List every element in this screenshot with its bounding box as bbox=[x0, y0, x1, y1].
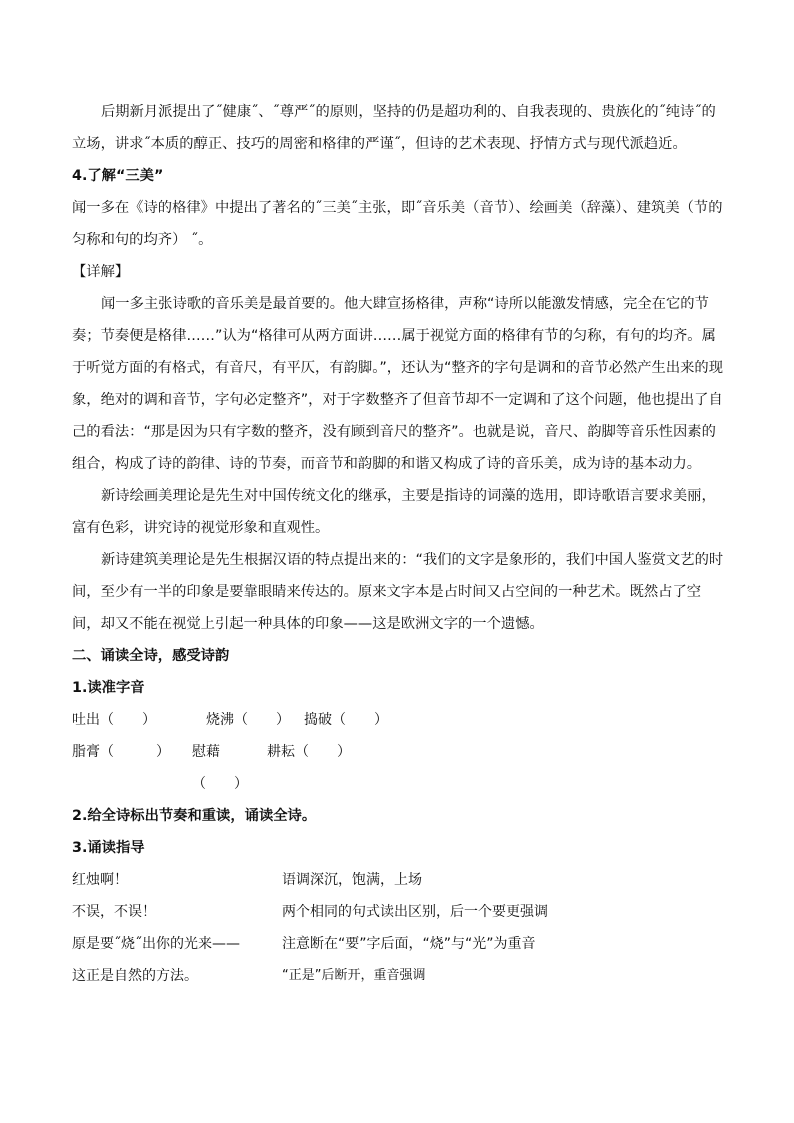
paragraph-architecture-beauty: 新诗建筑美理论是先生根据汉语的特点提出来的：“我们的文字是象形的，我们中国人鉴赏文艺的时间，至少有一半的印象是要靠眼睛来传达的。原来文字本是占时间又占空间的一种艺术。既然占了空间，却又不能在视觉上引起一种具体的印象——这是欧洲文字的一个遗憾。 bbox=[72, 552, 724, 632]
pronunciation-row-1 bbox=[72, 704, 728, 736]
section-title-recite: 二、诵读全诗，感受诗韵 bbox=[72, 648, 230, 664]
pronunciation-item: 吐出（ ） bbox=[72, 712, 156, 728]
subheading-pronunciation: 1.读准字音 bbox=[72, 680, 145, 696]
paragraph-painting-beauty: 新诗绘画美理论是先生对中国传统文化的继承，主要是指诗的词藻的选用，即诗歌语言要求美丽，富有色彩，讲究诗的视觉形象和直观性。 bbox=[72, 488, 716, 536]
subheading-rhythm: 2.给全诗标出节奏和重读，诵读全诗。 bbox=[72, 808, 317, 824]
paragraph-music-beauty: 闻一多主张诗歌的音乐美是最首要的。他大肆宣扬格律，声称“诗所以能激发情感，完全在它的节奏；节奏便是格律……”认为“格律可从两方面讲……属于视觉方面的格律有节的匀称，有句的均齐。属于听觉方面的有格式，有音尺，有平仄，有韵脚。”，还认为“整齐的字句是调和的音节必然产生出来的现象，绝对的调和音节，字句必定整齐”，对于字数整齐了但音节却不一定调和了这个问题，他也提出了自己的看法：“那是因为只有字数的整齐，没有顾到音尺的整齐”。也就是说，音尺、韵脚等音乐性因素的组合，构成了诗的韵律、诗的节奏，而音节和韵脚的和谐又构成了诗的音乐美，成为诗的基本动力。 bbox=[72, 296, 724, 472]
pronunciation-item: 脂膏（ ） bbox=[72, 744, 170, 760]
poem-line: 不误，不误！ bbox=[72, 904, 156, 920]
reading-tip: 注意断在“要”字后面，“烧”与“光”为重音 bbox=[282, 936, 536, 952]
detail-label: 【详解】 bbox=[72, 264, 130, 280]
reading-tip: “正是”后断开，重音强调 bbox=[282, 968, 426, 983]
guide-row bbox=[72, 960, 728, 992]
document-content bbox=[72, 96, 728, 992]
paragraph-three-beauties: 闻一多在《诗的格律》中提出了著名的˝三美˝主张，即˝音乐美（音节）、绘画美（辞藻）、建筑美（节的匀称和句的均齐） ˝。 bbox=[72, 200, 723, 248]
paragraph-new-moon-school: 后期新月派提出了˝健康˝、˝尊严˝的原则，坚持的仍是超功利的、自我表现的、贵族化的˝纯诗˝的立场，讲求˝本质的醇正、技巧的周密和格律的严谨˝，但诗的艺术表现、抒情方式与现代派趋近。 bbox=[72, 104, 716, 152]
subheading-guidance: 3.诵读指导 bbox=[72, 840, 145, 856]
pronunciation-row-2 bbox=[72, 736, 728, 800]
guide-row bbox=[72, 896, 728, 928]
pronunciation-item: 烧沸（ ） bbox=[206, 712, 290, 728]
reading-tip: 两个相同的句式读出区别，后一个要更强调 bbox=[282, 904, 548, 920]
pronunciation-item: 捣破（ ） bbox=[304, 712, 388, 728]
poem-line: 原是要˝烧˝出你的光来—— bbox=[72, 936, 240, 952]
pronunciation-item: 耕耘（ ） bbox=[267, 744, 351, 760]
poem-line: 红烛啊！ bbox=[72, 872, 128, 888]
pronunciation-item: 慰藉（ ） bbox=[192, 744, 248, 792]
reading-tip: 语调深沉，饱满，上场 bbox=[282, 872, 422, 888]
guide-row bbox=[72, 928, 728, 960]
guide-row bbox=[72, 864, 728, 896]
heading-three-beauties: 4.了解“三美” bbox=[72, 168, 164, 184]
poem-line: 这正是自然的方法。 bbox=[72, 968, 198, 984]
